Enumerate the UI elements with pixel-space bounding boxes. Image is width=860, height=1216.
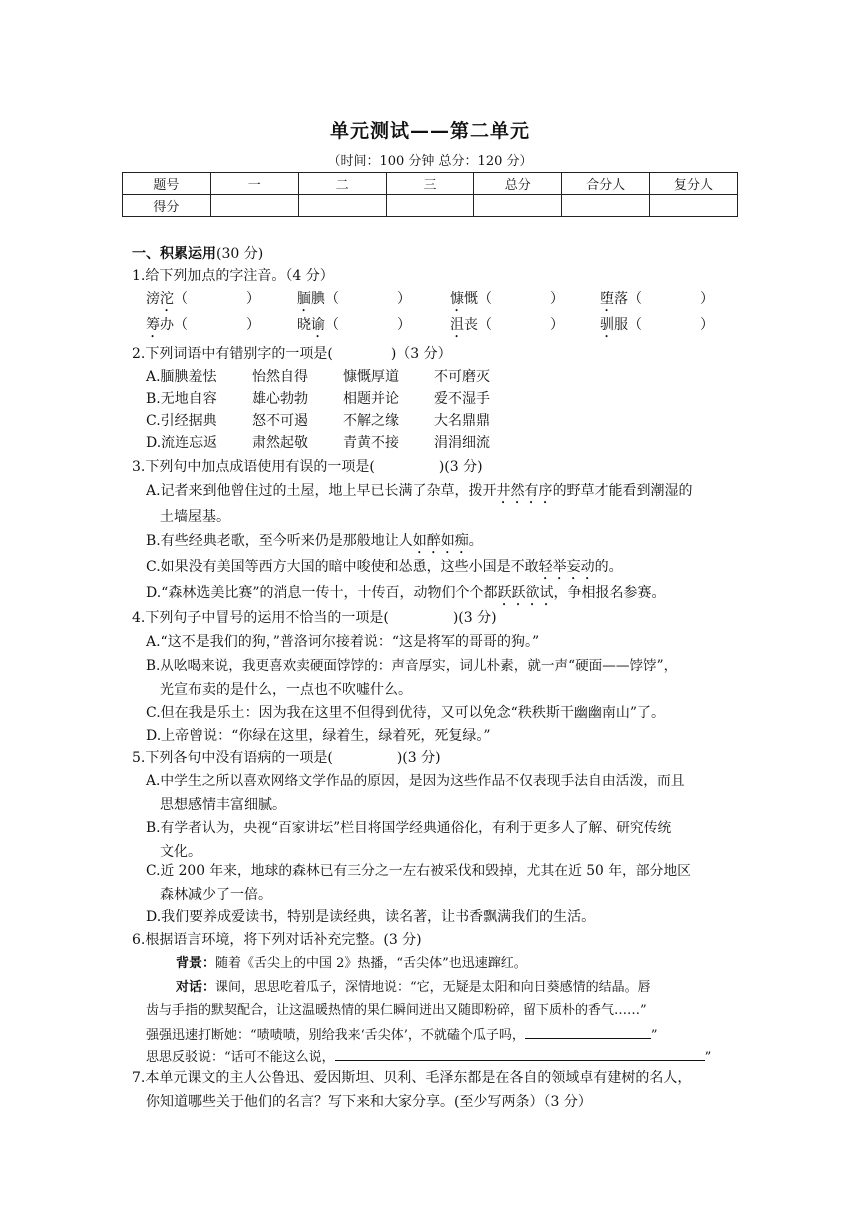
pinyin-item: 筹办（ ） (146, 317, 260, 333)
dialogue-line-sisi: 思思反驳说：“话可不能这么说， ” (146, 1046, 711, 1068)
option-d[interactable]: D.上帝曾说：“你绿在这里，绿着生，绿着死，死复绿。” (146, 728, 491, 744)
answer-blank[interactable] (335, 1046, 705, 1061)
pinyin-item: 晓谕（ ） (297, 317, 411, 333)
section-heading: 一、积累运用(30 分) (132, 246, 264, 262)
option-b[interactable]: B.从吆喝来说，我更喜欢卖硬面饽饽的：声音厚实，词儿朴素，就一声“硬面——饽饽”， (146, 658, 678, 674)
answer-blank[interactable] (492, 315, 550, 329)
pinyin-item: 沮丧（ ） (450, 317, 564, 333)
exam-page: 单元测试——第二单元 （时间：100 分钟 总分：120 分） 题号 一 二 三 总分 合分人 复分人 得分 一、积累运用(30 分) 1.给下列加点的字注音。（4 分） 滂沱（ ） 腼腆（ ） 慷慨（ ） 堕落（ ） 筹办（ ） 晓谕（ ） 沮丧（ ） 驯服（ ） 2.下列词语中有错别字的一项是( )（3 分） A.腼腆羞怯 怡然自得 慷慨厚道 不可磨灭 B.无地自容 雄心勃勃 相题并论 爱不湿手 C.引经据典 怒不可遏 不解之缘 大名鼎鼎 D.流连忘返 肃然起敬 青黄不接 涓涓细流 3.下列句中加点成语使用有误的一项是( )(3 分) A.记者来到他曾住过的土屋，地上早已长满了杂草，拨开井然有序的野草才能看到潮湿的 土墙屋基。 B.有些经典老歌，至今听来仍是那般地让人如醉如痴。 C.如果没有美国等西方大国的暗中唆使和怂恿，这些小国是不敢轻举妄动的。 D.“森林选美比赛”的消息一传十，十传百，动物们个个都跃跃欲试，争相报名参赛。 4.下列句子中冒号的运用不恰当的一项是( )(3 分) A.“这不是我们的狗，”普洛诃尔接着说：“这是将军的哥哥的狗。” B.从吆喝来说，我更喜欢卖硬面饽饽的：声音厚实，词儿朴素，就一声“硬面——饽饽”， 光宣布卖的是什么，一点也不吹嘘什么。 C.但在我是乐土：因为我在这里不但得到优待，又可以免念“秩秩斯干幽幽南山”了。 D.上帝曾说：“你绿在这里，绿着生，绿着死，死复绿。” 5.下列各句中没有语病的一项是( )(3 分) A.中学生之所以喜欢网络文学作品的原因，是因为这些作品不仅表现手法自由活泼，而且 思想感情丰富细腻。 B.有学者认为，央视“百家讲坛”栏目将国学经典通俗化，有利于更多人了解、研究传统 文化。 C.近 200 年来，地球的森林已有三分之一左右被采伐和毁掉，尤其在近 50 年，部分地区 森林减少了一倍。 D.我们要养成爱读书，特别是读经典，读名著，让书香飘满我们的生活。 6.根据语言环境，将下列对话补充完整。(3 分) 背景：随着《舌尖上的中国 2》热播，“舌尖体”也迅速蹿红。 对话：课间，思思吃着瓜子，深情地说：“它，无疑是太阳和向日葵感情的结晶。唇 齿与手指的默契配合，让这温暖热情的果仁瞬间迸出又随即粉碎，留下质朴的香气……” 强强迅速打断她：“啧啧啧，别给我来‘舌尖体’，不就磕个瓜子吗， ” 思思反驳说：“话可不能这么说， ” 7.本单元课文的主人公鲁迅、爱因斯坦、贝利、毛泽东都是在各自的领域卓有建树的名人， 你知道哪些关于他们的名言？写下来和大家分享。(至少写两条）（3 分） (0, 0, 860, 1216)
answer-blank[interactable] (339, 315, 397, 329)
dialogue-text-continued: 齿与手指的默契配合，让这温暖热情的果仁瞬间迸出又随即粉碎，留下质朴的香气……” (146, 1003, 647, 1018)
answer-blank[interactable] (525, 1024, 651, 1039)
question-1-stem: 1.给下列加点的字注音。（4 分） (132, 268, 334, 284)
pinyin-item: 滂沱（ ） (146, 291, 260, 307)
score-cell[interactable] (474, 195, 562, 217)
option-c[interactable]: C.如果没有美国等西方大国的暗中唆使和怂恿，这些小国是不敢轻举妄动的。 (146, 559, 623, 575)
option-a-continued: 思想感情丰富细腻。 (160, 797, 286, 813)
exam-info: （时间：100 分钟 总分：120 分） (327, 154, 533, 169)
question-6-stem: 6.根据语言环境，将下列对话补充完整。(3 分) (132, 932, 422, 948)
option-d[interactable]: D.“森林选美比赛”的消息一传十，十传百，动物们个个都跃跃欲试，争相报名参赛。 (146, 585, 666, 601)
score-cell[interactable] (210, 195, 298, 217)
question-7-stem-continued: 你知道哪些关于他们的名言？写下来和大家分享。(至少写两条）（3 分） (146, 1094, 592, 1110)
dialogue-text: 对话：课间，思思吃着瓜子，深情地说：“它，无疑是太阳和向日葵感情的结晶。唇 (176, 980, 651, 995)
option-b-continued: 光宣布卖的是什么，一点也不吹嘘什么。 (160, 682, 412, 698)
answer-blank[interactable] (492, 289, 550, 303)
option-a[interactable]: A.“这不是我们的狗，”普洛诃尔接着说：“这是将军的哥哥的狗。” (146, 634, 540, 650)
pinyin-item: 慷慨（ ） (450, 291, 564, 307)
question-3-stem: 3.下列句中加点成语使用有误的一项是( )(3 分) (132, 459, 483, 475)
score-header-cell: 复分人 (650, 173, 738, 195)
score-row-label: 得分 (123, 195, 211, 217)
answer-blank[interactable] (188, 315, 246, 329)
background-text: 背景：随着《舌尖上的中国 2》热播，“舌尖体”也迅速蹿红。 (176, 956, 527, 971)
option-a[interactable]: A.中学生之所以喜欢网络文学作品的原因，是因为这些作品不仅表现手法自由活泼，而且 (146, 773, 685, 789)
score-header-cell: 一 (210, 173, 298, 195)
score-table-score-row (123, 195, 738, 217)
option-b[interactable]: B.有些经典老歌，至今听来仍是那般地让人如醉如痴。 (146, 533, 483, 549)
pinyin-item: 腼腆（ ） (297, 291, 411, 307)
pinyin-item: 堕落（ ） (600, 291, 714, 307)
option-a-continued: 土墙屋基。 (160, 509, 230, 525)
option-a[interactable]: A.记者来到他曾住过的土屋，地上早已长满了杂草，拨开井然有序的野草才能看到潮湿的 (146, 483, 693, 499)
option-c-continued: 森林减少了一倍。 (160, 887, 272, 903)
page-title: 单元测试——第二单元 (329, 120, 530, 142)
option-b[interactable]: B.有学者认为，央视“百家讲坛”栏目将国学经典通俗化，有利于更多人了解、研究传统 (146, 820, 672, 836)
option-d[interactable]: D.我们要养成爱读书，特别是读经典，读名著，让书香飘满我们的生活。 (146, 909, 596, 925)
score-cell[interactable] (386, 195, 474, 217)
score-header-cell: 三 (386, 173, 474, 195)
score-header-cell: 二 (298, 173, 386, 195)
score-header-cell: 题号 (123, 173, 211, 195)
score-cell[interactable] (562, 195, 650, 217)
score-header-cell: 总分 (474, 173, 562, 195)
answer-blank[interactable] (339, 289, 397, 303)
score-cell[interactable] (298, 195, 386, 217)
score-table-header-row (123, 173, 738, 195)
question-7-stem: 7.本单元课文的主人公鲁迅、爱因斯坦、贝利、毛泽东都是在各自的领域卓有建树的名人， (132, 1070, 692, 1086)
option-c[interactable]: C.近 200 年来，地球的森林已有三分之一左右被采伐和毁掉，尤其在近 50 年，部分地区 (146, 863, 691, 879)
pinyin-item: 驯服（ ） (600, 317, 714, 333)
option-b-continued: 文化。 (160, 844, 202, 860)
dialogue-line-qiangqiang: 强强迅速打断她：“啧啧啧，别给我来‘舌尖体’，不就磕个瓜子吗， ” (146, 1024, 658, 1046)
question-4-stem: 4.下列句子中冒号的运用不恰当的一项是( )(3 分) (132, 610, 497, 626)
score-cell[interactable] (650, 195, 738, 217)
score-table (122, 172, 738, 217)
option-c[interactable]: C.但在我是乐土：因为我在这里不但得到优待，又可以免念“秩秩斯干幽幽南山”了。 (146, 705, 665, 721)
answer-blank[interactable] (642, 315, 700, 329)
question-2-stem: 2.下列词语中有错别字的一项是( )（3 分） (132, 346, 452, 362)
answer-blank[interactable] (642, 289, 700, 303)
answer-blank[interactable] (188, 289, 246, 303)
score-header-cell: 合分人 (562, 173, 650, 195)
question-5-stem: 5.下列各句中没有语病的一项是( )(3 分) (132, 750, 441, 766)
